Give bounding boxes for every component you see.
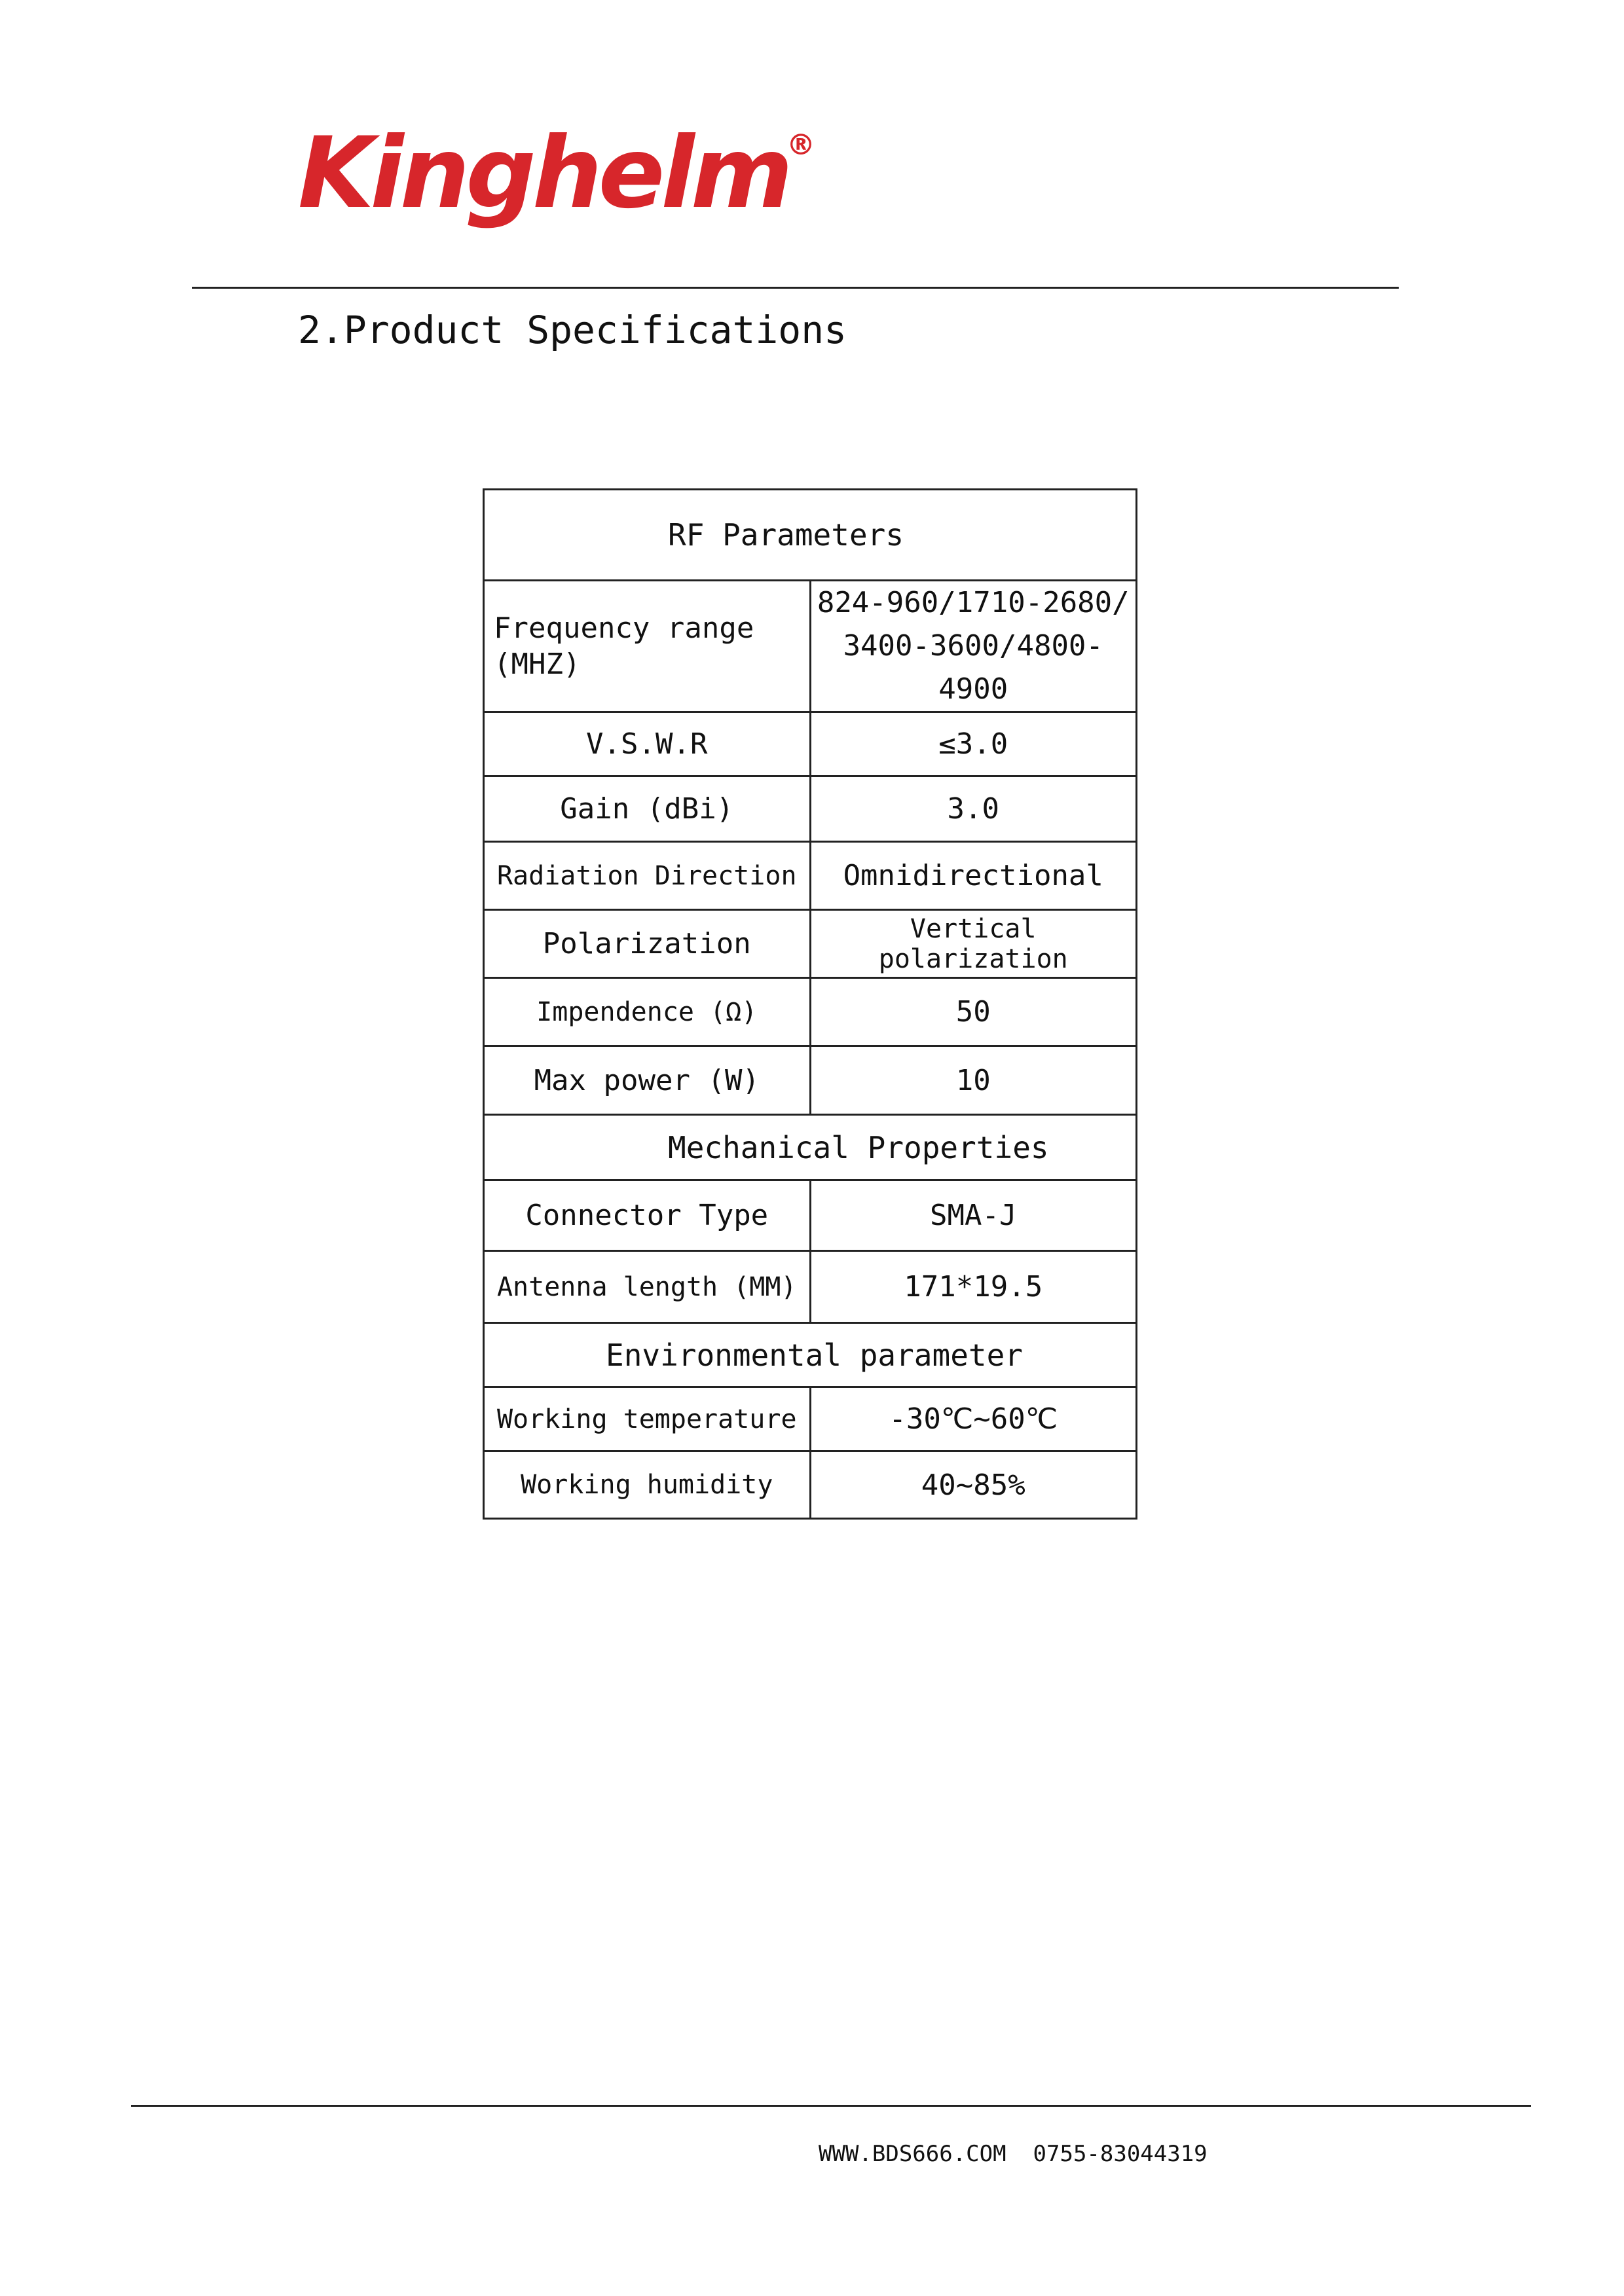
row-label: Gain (dBi) xyxy=(484,776,811,842)
table-row xyxy=(484,1387,1137,1451)
table-row xyxy=(484,1251,1137,1323)
row-label: Impendence (Ω) xyxy=(484,978,811,1046)
table-row xyxy=(484,978,1137,1046)
row-value: Vertical polarization xyxy=(810,910,1137,978)
brand-name: Kinghelm xyxy=(298,117,790,230)
table-row xyxy=(484,1046,1137,1115)
row-value: -30℃~60℃ xyxy=(810,1387,1137,1451)
row-value: 10 xyxy=(810,1046,1137,1115)
env-section-header: Environmental parameter xyxy=(484,1323,1137,1387)
row-label: Max power (W) xyxy=(484,1046,811,1115)
row-value: ≤3.0 xyxy=(810,712,1137,776)
row-value: 171*19.5 xyxy=(810,1251,1137,1323)
row-value: Omnidirectional xyxy=(810,842,1137,910)
table-row xyxy=(484,1451,1137,1519)
brand-logo xyxy=(298,117,816,230)
footer-website: WWW.BDS666.COM xyxy=(819,2141,1006,2167)
registered-mark-icon: ® xyxy=(786,128,816,162)
row-label: Working humidity xyxy=(484,1451,811,1519)
row-value: 50 xyxy=(810,978,1137,1046)
rf-section-header: RF Parameters xyxy=(484,490,1137,581)
row-value: 3.0 xyxy=(810,776,1137,842)
row-label: Frequency range (MHZ) xyxy=(484,581,811,712)
mech-section-header: Mechanical Properties xyxy=(484,1115,1137,1180)
header-rule xyxy=(192,287,1399,289)
table-row xyxy=(484,1180,1137,1251)
table-row xyxy=(484,776,1137,842)
row-label: Polarization xyxy=(484,910,811,978)
table-row xyxy=(484,712,1137,776)
row-value: 40~85% xyxy=(810,1451,1137,1519)
row-label: Working temperature xyxy=(484,1387,811,1451)
row-label: V.S.W.R xyxy=(484,712,811,776)
row-label: Connector Type xyxy=(484,1180,811,1251)
spec-table xyxy=(483,488,1137,1520)
row-label: Radiation Direction xyxy=(484,842,811,910)
footer-rule xyxy=(131,2105,1531,2107)
table-row xyxy=(484,581,1137,712)
table-row xyxy=(484,910,1137,978)
row-value: SMA-J xyxy=(810,1180,1137,1251)
section-heading: 2.Product Specifications xyxy=(298,308,847,352)
footer-phone: 0755-83044319 xyxy=(1033,2141,1208,2167)
row-value: 824-960/1710-2680/ 3400-3600/4800-4900 xyxy=(810,581,1137,712)
table-row xyxy=(484,842,1137,910)
row-label: Antenna length (MM) xyxy=(484,1251,811,1323)
footer xyxy=(819,2141,1208,2167)
